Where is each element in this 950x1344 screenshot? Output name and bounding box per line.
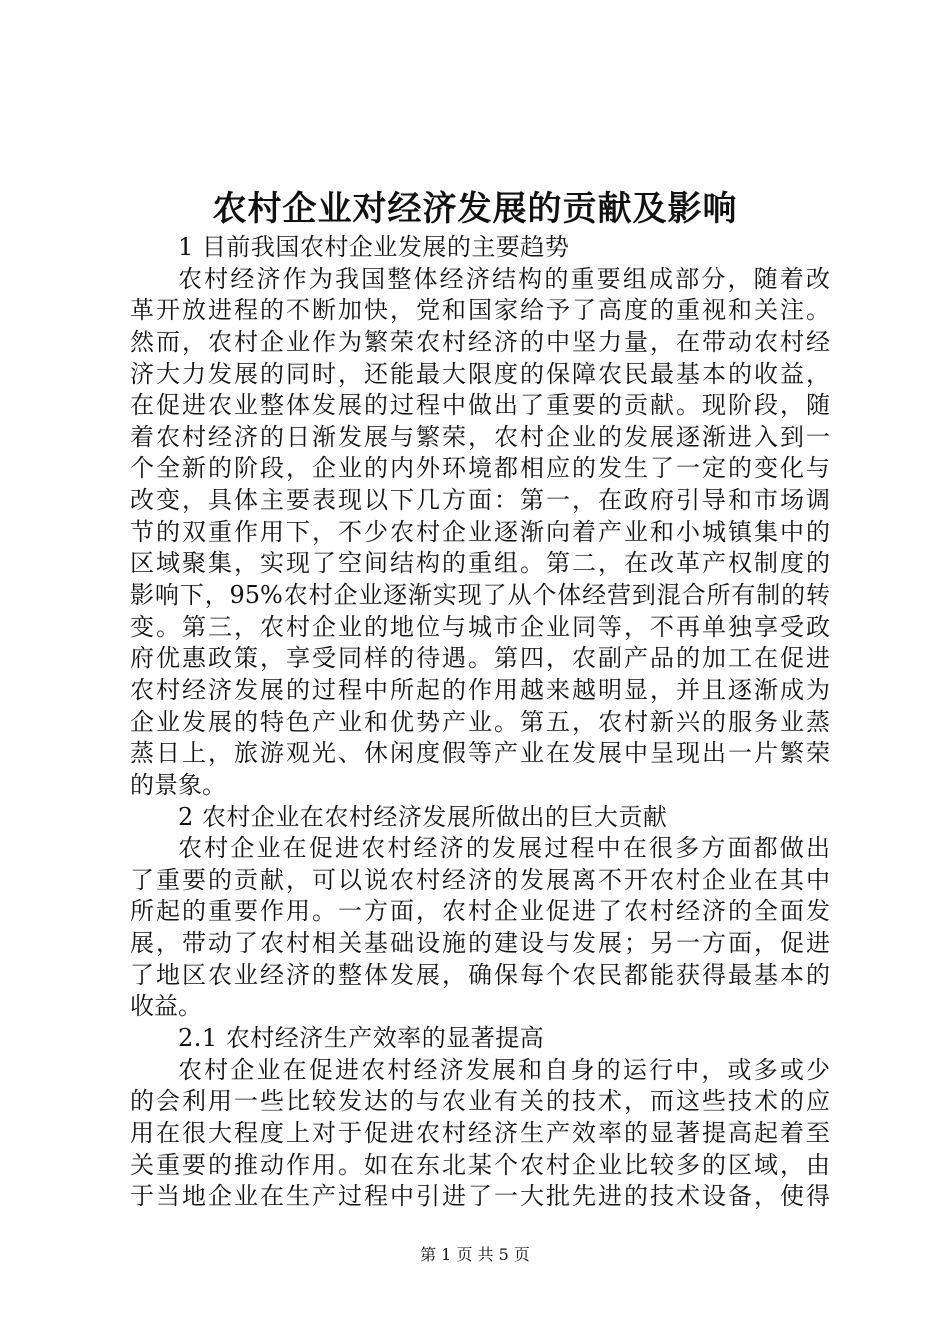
document-title: 农村企业对经济发展的贡献及影响: [212, 189, 738, 229]
text-line: 所起的重要作用。一方面，农村企业促进了农村经济的全面发: [130, 897, 830, 926]
text-line: 收益。: [130, 992, 202, 1021]
text-line: 展，带动了农村相关基础设施的建设与发展；另一方面，促进: [130, 929, 830, 958]
text-line: 于当地企业在生产过程中引进了一大批先进的技术设备，使得: [130, 1182, 830, 1211]
text-line: 影响下，95%农村企业逐渐实现了从个体经营到混合所有制的转: [130, 581, 830, 610]
page-footer: 第 1 页 共 5 页: [420, 1245, 530, 1264]
text-line: 府优惠政策，享受同样的待遇。第四，农副产品的加工在促进: [130, 644, 830, 673]
text-line: 了重要的贡献，可以说农村经济的发展离不开农村企业在其中: [130, 865, 830, 894]
text-line: 企业发展的特色产业和优势产业。第五，农村新兴的服务业蒸: [130, 707, 830, 736]
section-heading: 2.1 农村经济生产效率的显著提高: [178, 1024, 545, 1053]
text-line: 的景象。: [130, 770, 226, 799]
text-line: 变。第三，农村企业的地位与城市企业同等，不再单独享受政: [130, 612, 830, 641]
document-body: [130, 232, 830, 1213]
text-line: 节的双重作用下，不少农村企业逐渐向着产业和小城镇集中的: [130, 517, 830, 546]
text-line: 革开放进程的不断加快，党和国家给予了高度的重视和关注。: [130, 296, 830, 325]
text-line: 农村企业在促进农村经济的发展过程中在很多方面都做出: [178, 834, 830, 863]
text-line: 在促进农业整体发展的过程中做出了重要的贡献。现阶段，随: [130, 391, 830, 420]
text-line: 改变，具体主要表现以下几方面：第一，在政府引导和市场调: [130, 486, 830, 515]
text-line: 济大力发展的同时，还能最大限度的保障农民最基本的收益，: [130, 359, 830, 388]
text-line: 关重要的推动作用。如在东北某个农村企业比较多的区域，由: [130, 1150, 830, 1179]
text-line: 然而，农村企业作为繁荣农村经济的中坚力量，在带动农村经: [130, 327, 830, 356]
text-line: 用在很大程度上对于促进农村经济生产效率的显著提高起着至: [130, 1118, 830, 1147]
text-line: 农村经济作为我国整体经济结构的重要组成部分，随着改: [178, 264, 830, 293]
text-line: 着农村经济的日渐发展与繁荣，农村企业的发展逐渐进入到一: [130, 422, 830, 451]
section-heading: 1 目前我国农村企业发展的主要趋势: [178, 233, 570, 261]
text-line: 区域聚集，实现了空间结构的重组。第二，在改革产权制度的: [130, 549, 830, 578]
text-line: 了地区农业经济的整体发展，确保每个农民都能获得最基本的: [130, 960, 830, 989]
text-line: 个全新的阶段，企业的内外环境都相应的发生了一定的变化与: [130, 454, 830, 483]
text-line: 农村企业在促进农村经济发展和自身的运行中，或多或少: [178, 1055, 830, 1084]
text-line: 蒸日上，旅游观光、休闲度假等产业在发展中呈现出一片繁荣: [130, 739, 830, 768]
text-line: 农村经济发展的过程中所起的作用越来越明显，并且逐渐成为: [130, 675, 830, 704]
section-heading: 2 农村企业在农村经济发展所做出的巨大贡献: [178, 802, 668, 831]
text-line: 的会利用一些比较发达的与农业有关的技术，而这些技术的应: [130, 1087, 830, 1116]
